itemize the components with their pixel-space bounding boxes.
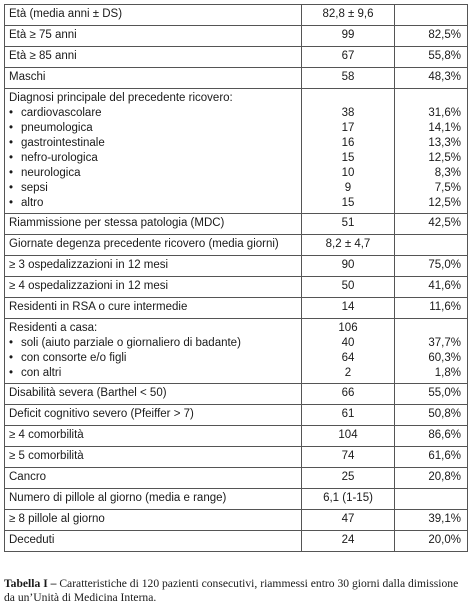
table-caption xyxy=(4,577,466,605)
row-label: Residenti in RSA o cure intermedie xyxy=(5,298,302,319)
table-row xyxy=(5,447,468,468)
diagnosis-item-percent: 14,1% xyxy=(428,122,461,134)
row-label: ≥ 4 ospedalizzazioni in 12 mesi xyxy=(5,277,302,298)
row-percent: 42,5% xyxy=(395,214,468,235)
row-value: 51 xyxy=(302,214,395,235)
row-percent xyxy=(395,489,468,510)
table-row xyxy=(5,235,468,256)
row-value: 74 xyxy=(302,447,395,468)
residence-item-value: 64 xyxy=(341,352,355,364)
row-label: Maschi xyxy=(5,68,302,89)
row-value: 90 xyxy=(302,256,395,277)
diagnosis-item-percent: 12,5% xyxy=(428,197,461,209)
diagnosis-item-percent: 31,6% xyxy=(428,107,461,119)
row-percent: 61,6% xyxy=(395,447,468,468)
row-label: Deceduti xyxy=(5,531,302,552)
diagnosis-percents xyxy=(395,89,468,214)
residence-labels xyxy=(5,319,302,384)
row-percent xyxy=(395,5,468,26)
diagnosis-header: Diagnosi principale del precedente ricovero: xyxy=(9,92,233,104)
residence-values xyxy=(302,319,395,384)
diagnosis-values xyxy=(302,89,395,214)
row-percent xyxy=(395,235,468,256)
diagnosis-item-percent: 7,5% xyxy=(434,182,461,194)
table-row xyxy=(5,426,468,447)
row-label: Età ≥ 75 anni xyxy=(5,26,302,47)
residence-percents xyxy=(395,319,468,384)
table-row xyxy=(5,256,468,277)
diagnosis-labels xyxy=(5,89,302,214)
row-percent: 55,0% xyxy=(395,384,468,405)
diagnosis-item-value: 16 xyxy=(341,137,355,149)
row-value: 8,2 ± 4,7 xyxy=(302,235,395,256)
data-table xyxy=(4,4,468,552)
row-percent: 41,6% xyxy=(395,277,468,298)
diagnosis-item-label: • pneumologica xyxy=(9,121,297,136)
table-row xyxy=(5,5,468,26)
row-label: Numero di pillole al giorno (media e range) xyxy=(5,489,302,510)
diagnosis-item-percent: 8,3% xyxy=(434,167,461,179)
row-percent: 39,1% xyxy=(395,510,468,531)
table-row xyxy=(5,510,468,531)
row-value: 14 xyxy=(302,298,395,319)
row-percent: 20,0% xyxy=(395,531,468,552)
row-value: 66 xyxy=(302,384,395,405)
row-percent: 55,8% xyxy=(395,47,468,68)
caption-text: Caratteristiche di 120 pazienti consecutivi, riammessi entro 30 giorni dalla dimissione da un’Unità di Medicina Interna. xyxy=(4,577,459,604)
table-row xyxy=(5,298,468,319)
row-value: 6,1 (1-15) xyxy=(302,489,395,510)
row-label: Età ≥ 85 anni xyxy=(5,47,302,68)
residence-item-value: 2 xyxy=(344,367,352,379)
row-value: 61 xyxy=(302,405,395,426)
residence-item-label: • soli (aiuto parziale o giornaliero di badante) xyxy=(9,336,297,351)
row-percent: 20,8% xyxy=(395,468,468,489)
table-row xyxy=(5,531,468,552)
row-percent: 86,6% xyxy=(395,426,468,447)
row-label: ≥ 3 ospedalizzazioni in 12 mesi xyxy=(5,256,302,277)
row-percent: 48,3% xyxy=(395,68,468,89)
diagnosis-item-value: 17 xyxy=(341,122,355,134)
diagnosis-group-row xyxy=(5,89,468,214)
residence-header: Residenti a casa: xyxy=(9,322,98,334)
row-label: Età (media anni ± DS) xyxy=(5,5,302,26)
table-row xyxy=(5,277,468,298)
table-row xyxy=(5,489,468,510)
residence-group-row xyxy=(5,319,468,384)
table-row xyxy=(5,26,468,47)
row-value: 58 xyxy=(302,68,395,89)
row-value: 99 xyxy=(302,26,395,47)
table-row xyxy=(5,68,468,89)
row-label: Riammissione per stessa patologia (MDC) xyxy=(5,214,302,235)
row-value: 24 xyxy=(302,531,395,552)
row-label: Cancro xyxy=(5,468,302,489)
diagnosis-item-value: 38 xyxy=(341,107,355,119)
row-percent: 50,8% xyxy=(395,405,468,426)
residence-item-label: • con altri xyxy=(9,366,297,381)
row-label: Giornate degenza precedente ricovero (media giorni) xyxy=(5,235,302,256)
row-value: 104 xyxy=(302,426,395,447)
diagnosis-item-value: 10 xyxy=(341,167,355,179)
diagnosis-item-percent: 12,5% xyxy=(428,152,461,164)
residence-item-percent: 60,3% xyxy=(428,352,461,364)
row-label: ≥ 8 pillole al giorno xyxy=(5,510,302,531)
diagnosis-item-value: 9 xyxy=(344,182,352,194)
patient-characteristics-table xyxy=(4,4,463,552)
table-row xyxy=(5,384,468,405)
diagnosis-item-value: 15 xyxy=(341,197,355,209)
diagnosis-item-value: 15 xyxy=(341,152,355,164)
caption-label: Tabella I – xyxy=(4,577,57,590)
residence-item-percent: 1,8% xyxy=(434,367,461,379)
diagnosis-item-label: • sepsi xyxy=(9,181,297,196)
diagnosis-item-label: • altro xyxy=(9,196,297,211)
residence-header-value: 106 xyxy=(338,322,358,334)
diagnosis-item-label: • neurologica xyxy=(9,166,297,181)
table-row xyxy=(5,47,468,68)
diagnosis-item-label: • gastrointestinale xyxy=(9,136,297,151)
table-row xyxy=(5,214,468,235)
diagnosis-item-label: • cardiovascolare xyxy=(9,106,297,121)
row-percent: 82,5% xyxy=(395,26,468,47)
row-value: 25 xyxy=(302,468,395,489)
row-label: ≥ 4 comorbilità xyxy=(5,426,302,447)
table-row xyxy=(5,405,468,426)
row-percent: 11,6% xyxy=(395,298,468,319)
residence-item-percent: 37,7% xyxy=(428,337,461,349)
row-percent: 75,0% xyxy=(395,256,468,277)
table-row xyxy=(5,468,468,489)
row-label: Deficit cognitivo severo (Pfeiffer > 7) xyxy=(5,405,302,426)
row-value: 50 xyxy=(302,277,395,298)
row-value: 47 xyxy=(302,510,395,531)
residence-item-value: 40 xyxy=(341,337,355,349)
row-label: Disabilità severa (Barthel < 50) xyxy=(5,384,302,405)
row-value: 67 xyxy=(302,47,395,68)
row-value: 82,8 ± 9,6 xyxy=(302,5,395,26)
diagnosis-item-label: • nefro-urologica xyxy=(9,151,297,166)
diagnosis-item-percent: 13,3% xyxy=(428,137,461,149)
residence-item-label: • con consorte e/o figli xyxy=(9,351,297,366)
row-label: ≥ 5 comorbilità xyxy=(5,447,302,468)
